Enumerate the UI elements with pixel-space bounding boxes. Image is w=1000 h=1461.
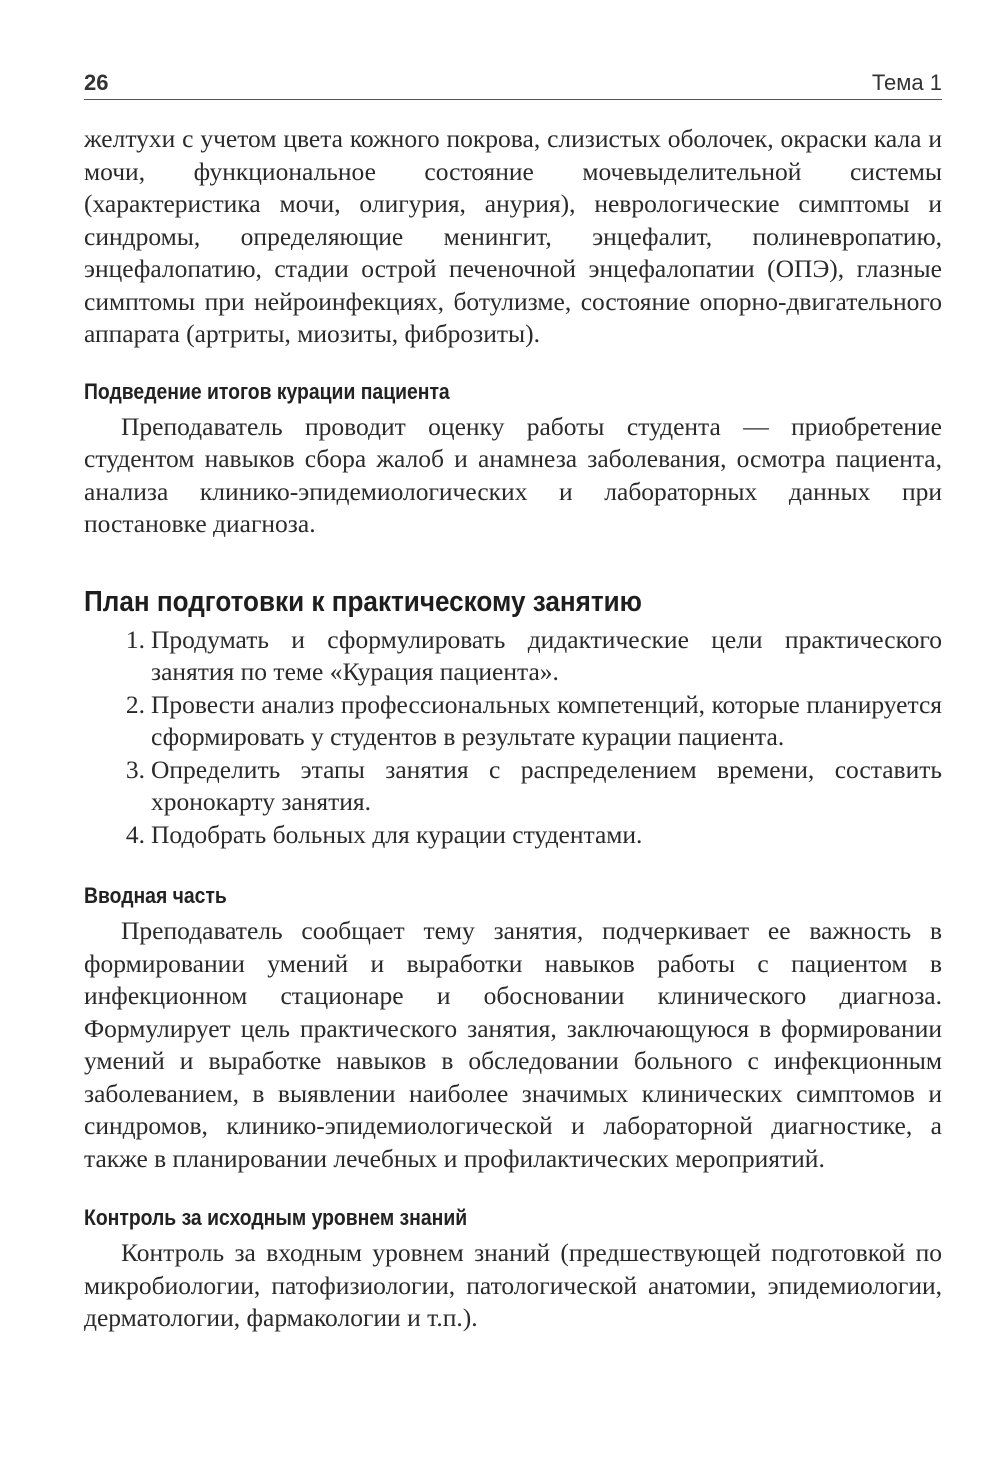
book-page — [84, 62, 942, 1335]
plan-list — [84, 624, 942, 852]
plan-item-text: Провести анализ профессиональных компетенций, которые планируется сформировать у студентов в результате курации пациента. — [151, 689, 942, 751]
intro-part-heading: Вводная часть — [84, 883, 227, 908]
plan-item-number: 4. — [125, 819, 145, 849]
summary-paragraph: Преподаватель проводит оценку работы студента — приобретение студентом навыков сбора жалоб и анамнеза заболевания, осмотра пациента, анализа клинико-эпидемиологических и лабораторных данных при постановке диагноза. — [84, 411, 942, 538]
knowledge-control-paragraph: Контроль за входным уровнем знаний (предшествующей подготовкой по микробиологии, патофизиологии, патологической анатомии, эпидемиологии, дерматологии, фармакологии и т.п.). — [84, 1238, 942, 1332]
plan-item-text: Подобрать больных для курации студентами. — [151, 819, 643, 849]
intro-paragraph: желтухи с учетом цвета кожного покрова, слизистых оболочек, окраски кала и мочи, функциональное состояние мочевыделительной системы (характеристика мочи, олигурия, анурия), неврологические симптомы и синдромы, определяющие менингит, энцефалит, полиневропатию, энцефалопатию, стадии острой печеночной энцефалопатии (ОПЭ), глазные симптомы при нейроинфекциях, ботулизме, состояние опорно-двигательного аппарата (артриты, миозиты, фиброзиты). — [84, 124, 942, 348]
plan-item-text: Продумать и сформулировать дидактические цели практического занятия по теме «Курация пациента». — [151, 624, 942, 686]
plan-section-title: План подготовки к практическому занятию — [84, 585, 642, 618]
running-title: Тема 1 — [871, 70, 942, 95]
knowledge-control-heading: Контроль за исходным уровнем знаний — [84, 1205, 468, 1230]
plan-item-number: 3. — [125, 754, 145, 784]
summary-heading: Подведение итогов курации пациента — [84, 378, 450, 404]
plan-item-text: Определить этапы занятия с распределением времени, составить хронокарту занятия. — [151, 754, 942, 816]
page-number: 26 — [84, 70, 109, 95]
plan-item-3 — [84, 754, 942, 819]
running-head — [84, 62, 942, 100]
plan-item-1 — [84, 624, 942, 689]
plan-item-2 — [84, 689, 942, 754]
plan-item-number: 2. — [125, 689, 145, 719]
intro-part-paragraph: Преподаватель сообщает тему занятия, подчеркивает ее важность в формировании умений и выработки навыков работы с пациентом в инфекционном стационаре и обосновании клинического диагноза. Формулирует цель практического занятия, заключающуюся в формировании умений и выработке навыков в обследовании больного с инфекционным заболеванием, в выявлении наиболее значимых клинических симптомов и синдромов, клинико-эпидемиологической и лабораторной диагностике, а также в планировании лечебных и профилактических мероприятий. — [84, 916, 942, 1173]
plan-item-4 — [84, 819, 942, 852]
plan-item-number: 1. — [125, 624, 145, 654]
